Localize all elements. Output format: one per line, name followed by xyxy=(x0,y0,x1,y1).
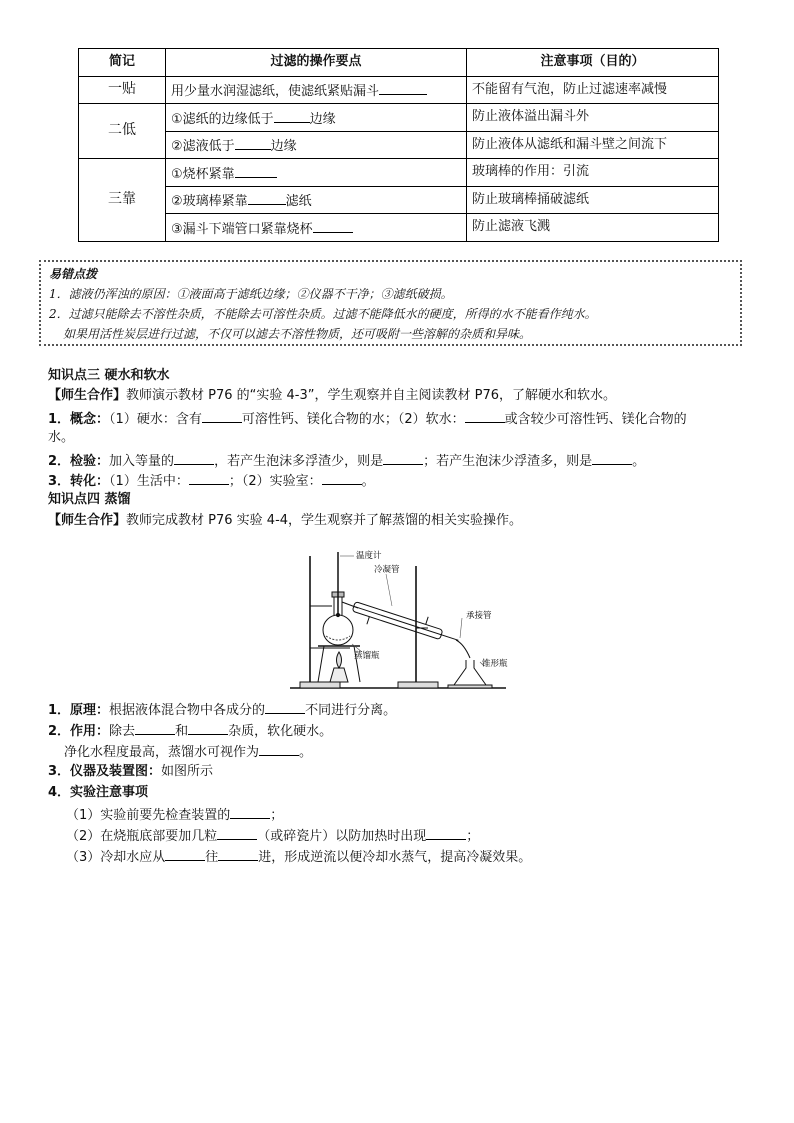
s4-p2-cont xyxy=(64,741,312,763)
fill-blank[interactable] xyxy=(235,135,271,150)
concept-text: 可溶性钙、镁化合物的水；（2）软水： xyxy=(241,412,465,427)
p2-text: 除去 xyxy=(109,724,136,739)
fill-blank[interactable] xyxy=(189,470,229,485)
note-cell: 防止玻璃棒捅破滤纸 xyxy=(467,186,719,214)
table-row xyxy=(79,159,719,187)
note-cell: 防止液体溢出漏斗外 xyxy=(467,104,719,132)
conv-text: ；（2）实验室： xyxy=(228,474,322,489)
note-cell: 玻璃棒的作用：引流 xyxy=(467,159,719,187)
s4-coop-line xyxy=(48,511,522,531)
point-text: 边缘 xyxy=(309,111,336,127)
test-text: ；若产生泡沫少浮渣多，则是 xyxy=(423,454,593,469)
header-note: 注意事项（目的） xyxy=(467,49,719,77)
fill-blank[interactable] xyxy=(202,408,242,423)
point-cell xyxy=(166,76,467,104)
fill-blank[interactable] xyxy=(426,825,466,840)
adapter-tube xyxy=(456,640,470,658)
fill-blank[interactable] xyxy=(379,80,427,95)
fill-blank[interactable] xyxy=(217,825,257,840)
abbr-cell: 二低 xyxy=(79,104,166,159)
water-outlet xyxy=(426,617,428,625)
p1-label: 1．原理： xyxy=(48,703,110,718)
section-3-heading: 知识点三 硬水和软水 xyxy=(48,368,170,383)
table-row xyxy=(79,131,719,159)
header-point: 过滤的操作要点 xyxy=(166,49,467,77)
fill-blank[interactable] xyxy=(188,720,228,735)
tip-line: 1．滤液仍浑浊的原因：①液面高于滤纸边缘；②仪器不干净；③滤纸破损。 xyxy=(49,287,453,301)
coop-label: 【师生合作】 xyxy=(48,513,127,528)
water-inlet xyxy=(367,617,369,625)
fill-blank[interactable] xyxy=(265,699,305,714)
test-label: 2．检验： xyxy=(48,454,110,469)
conv-label: 3．转化： xyxy=(48,474,110,489)
s4-p1-line xyxy=(48,699,396,721)
note-text: 进，形成逆流以便冷却水蒸气，提高冷凝效果。 xyxy=(258,850,532,865)
fill-blank[interactable] xyxy=(313,218,353,233)
p2-text: 净化水程度最高，蒸馏水可视作为 xyxy=(64,745,260,760)
tips-title: 易错点拨 xyxy=(49,267,98,281)
note-text: （2）在烧瓶底部要加几粒 xyxy=(66,829,218,844)
s4-note-3 xyxy=(66,846,531,868)
fill-blank[interactable] xyxy=(218,846,258,861)
point-text: ②滤液低于 xyxy=(171,139,235,155)
note-cell: 防止液体从滤纸和漏斗壁之间流下 xyxy=(467,131,719,159)
note-text: ； xyxy=(466,829,480,844)
fill-blank[interactable] xyxy=(259,741,299,756)
flame xyxy=(337,652,342,668)
point-text: ③漏斗下端管口紧靠烧杯 xyxy=(171,221,313,237)
point-text: ②玻璃棒紧靠 xyxy=(171,194,248,210)
p1-text: 根据液体混合物中各成分的 xyxy=(109,703,266,718)
fill-blank[interactable] xyxy=(230,804,270,819)
distilling-flask xyxy=(323,615,353,645)
table-row xyxy=(79,76,719,104)
fill-blank[interactable] xyxy=(174,450,214,465)
tip-line: 如果用活性炭层进行过滤，不仅可以滤去不溶性物质，还可吸附一些溶解的杂质和异味。 xyxy=(63,327,532,341)
error-tips-box xyxy=(39,260,742,346)
thermometer-bulb xyxy=(336,613,339,616)
fill-blank[interactable] xyxy=(592,450,632,465)
conv-text: 。 xyxy=(361,474,375,489)
tripod-leg xyxy=(318,646,324,682)
fill-blank[interactable] xyxy=(383,450,423,465)
inner-tube xyxy=(354,606,459,640)
s4-note-1 xyxy=(66,804,283,826)
test-text: 。 xyxy=(632,454,646,469)
p3-label: 3．仪器及装置图： xyxy=(48,764,162,779)
label-condenser: 冷凝管 xyxy=(374,565,400,575)
table-row xyxy=(79,214,719,242)
p2-text: 和 xyxy=(175,724,189,739)
label-adapter: 承接管 xyxy=(466,611,492,621)
concept-label: 1．概念： xyxy=(48,412,110,427)
fill-blank[interactable] xyxy=(274,108,310,123)
note-text: （1）实验前要先检查装置的 xyxy=(66,808,231,823)
right-stand-base xyxy=(398,682,438,688)
test-text: 加入等量的 xyxy=(109,454,175,469)
distillation-apparatus-figure xyxy=(288,548,508,693)
point-cell xyxy=(166,131,467,159)
s3-coop-line xyxy=(48,386,616,406)
table-row xyxy=(79,104,719,132)
s4-p4-heading: 4．实验注意事项 xyxy=(48,785,149,800)
label-conical: 锥形瓶 xyxy=(482,659,508,669)
concept-text: 或含较少可溶性钙、镁化合物的 xyxy=(504,412,687,427)
point-text: 边缘 xyxy=(270,139,297,155)
point-cell xyxy=(166,104,467,132)
point-text: ①烧杯紧靠 xyxy=(171,166,235,182)
abbr-cell: 一贴 xyxy=(79,76,166,104)
fill-blank[interactable] xyxy=(465,408,505,423)
p2-text: 杂质，软化硬水。 xyxy=(228,724,333,739)
p3-text: 如图所示 xyxy=(161,764,214,779)
flask-base xyxy=(448,685,492,688)
note-text: 往 xyxy=(205,850,219,865)
point-cell xyxy=(166,186,467,214)
p2-label: 2．作用： xyxy=(48,724,110,739)
table-header-row xyxy=(79,49,719,77)
filtration-table xyxy=(78,48,719,242)
coop-label: 【师生合作】 xyxy=(48,388,127,403)
s3-conv-line xyxy=(48,470,375,492)
point-cell xyxy=(166,159,467,187)
table-row xyxy=(79,186,719,214)
fill-blank[interactable] xyxy=(322,470,362,485)
point-text: 用少量水润湿滤纸，使滤纸紧贴漏斗 xyxy=(171,84,380,100)
s3-test-line xyxy=(48,450,645,472)
note-cell: 不能留有气泡，防止过滤速率减慢 xyxy=(467,76,719,104)
note-text: （3）冷却水应从 xyxy=(66,850,166,865)
s3-concept-line xyxy=(48,408,687,430)
left-stand-base xyxy=(300,682,340,688)
header-abbr: 简记 xyxy=(79,49,166,77)
point-text: ①滤纸的边缘低于 xyxy=(171,111,274,127)
s4-p2-line xyxy=(48,720,332,742)
s4-note-2 xyxy=(66,825,479,847)
fill-blank[interactable] xyxy=(248,190,286,205)
note-text: ； xyxy=(270,808,284,823)
coop-text: 教师演示教材 P76 的“实验 4-3”，学生观察并自主阅读教材 P76，了解硬水和软水。 xyxy=(126,388,617,403)
note-text: （或碎瓷片）以防加热时出现 xyxy=(257,829,427,844)
coop-text: 教师完成教材 P76 实验 4-4，学生观察并了解蒸馏的相关实验操作。 xyxy=(126,513,523,528)
note-cell: 防止滤液飞溅 xyxy=(467,214,719,242)
label-thermometer: 温度计 xyxy=(356,551,382,561)
section-4-heading: 知识点四 蒸馏 xyxy=(48,492,131,507)
flask-liquid xyxy=(326,636,350,640)
fill-blank[interactable] xyxy=(165,846,205,861)
fill-blank[interactable] xyxy=(135,720,175,735)
s4-p3-line xyxy=(48,762,213,782)
test-text: ，若产生泡沫多浮渣少，则是 xyxy=(214,454,384,469)
tip-line: 2．过滤只能除去不溶性杂质，不能除去可溶性杂质。过滤不能降低水的硬度，所得的水不能看作纯水。 xyxy=(49,307,597,321)
s3-concept-cont: 水。 xyxy=(48,430,75,445)
fill-blank[interactable] xyxy=(235,163,277,178)
point-cell xyxy=(166,214,467,242)
alcohol-burner xyxy=(330,668,348,682)
condenser-group xyxy=(350,594,463,653)
concept-text: （1）硬水：含有 xyxy=(109,412,202,427)
label-flask: 蒸馏瓶 xyxy=(354,651,380,661)
p2-text: 。 xyxy=(299,745,313,760)
abbr-cell: 三靠 xyxy=(79,159,166,242)
p1-text: 不同进行分离。 xyxy=(305,703,397,718)
point-text: 滤纸 xyxy=(285,194,312,210)
conv-text: （1）生活中： xyxy=(109,474,189,489)
